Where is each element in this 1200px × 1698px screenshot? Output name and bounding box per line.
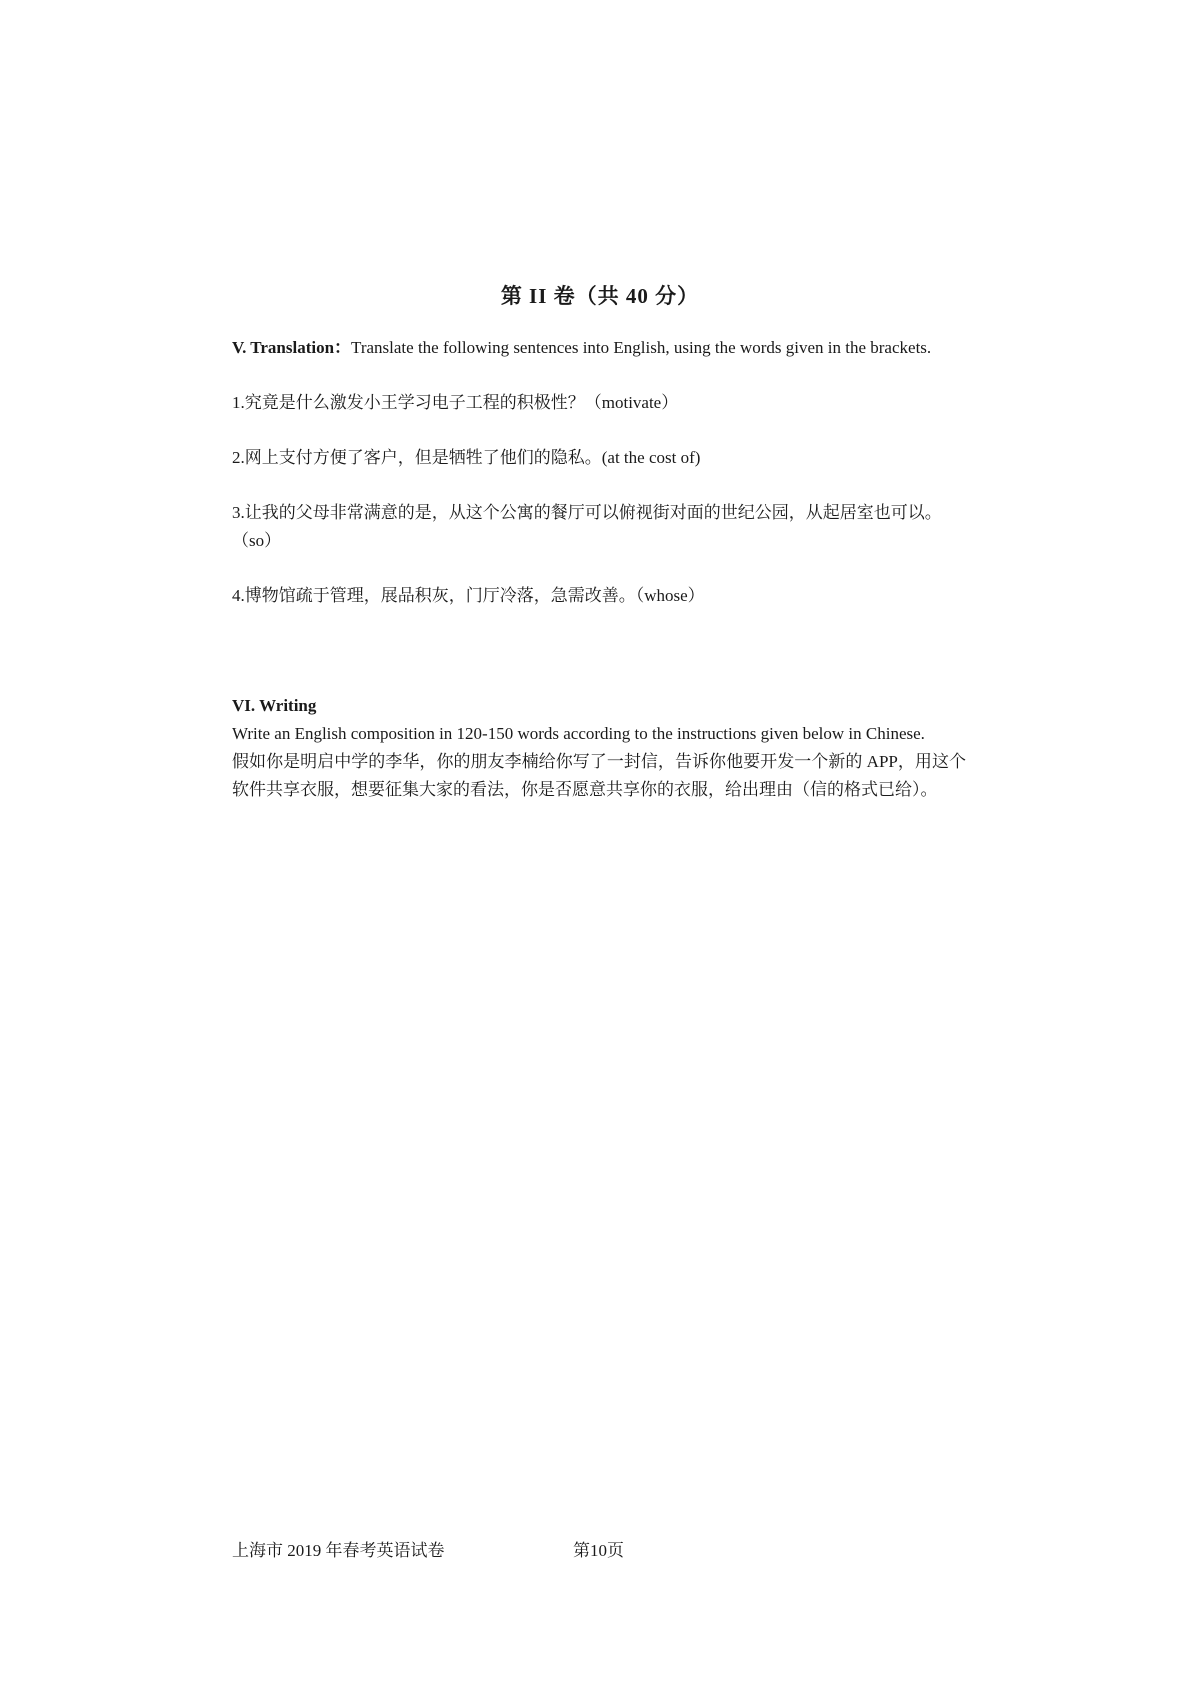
translation-question-2: 2.网上支付方便了客户，但是牺牲了他们的隐私。(at the cost of) xyxy=(232,448,701,467)
translation-question-4: 4.博物馆疏于管理，展品积灰，门厅冷落，急需改善。（whose） xyxy=(232,586,705,605)
footer-page-number: 第10页 xyxy=(573,1541,624,1560)
writing-instruction: Write an English composition in 120-150 words according to the instructions given below in Chinese. xyxy=(232,724,925,743)
translation-question-3: 3.让我的父母非常满意的是，从这个公寓的餐厅可以俯视街对面的世纪公园，从起居室也可以。（so） xyxy=(232,503,942,550)
translation-question-1: 1.究竟是什么激发小王学习电子工程的积极性？（motivate） xyxy=(232,393,679,412)
translation-heading: V. Translation： xyxy=(232,338,352,357)
content-body xyxy=(232,334,966,804)
footer-paper-name: 上海市 2019 年春考英语试卷 xyxy=(232,1541,445,1560)
translation-instruction-text: Translate the following sentences into English, using the words given in the brackets. xyxy=(351,338,932,357)
translation-instructions xyxy=(232,334,966,362)
part-title: 第 II 卷（共 40 分） xyxy=(500,284,700,308)
writing-task: 假如你是明启中学的李华，你的朋友李楠给你写了一封信，告诉你他要开发一个新的 APP，用这个软件共享衣服，想要征集大家的看法，你是否愿意共享你的衣服，给出理由（信的格式已给）。 xyxy=(232,752,966,799)
writing-heading: VI. Writing xyxy=(232,696,317,715)
